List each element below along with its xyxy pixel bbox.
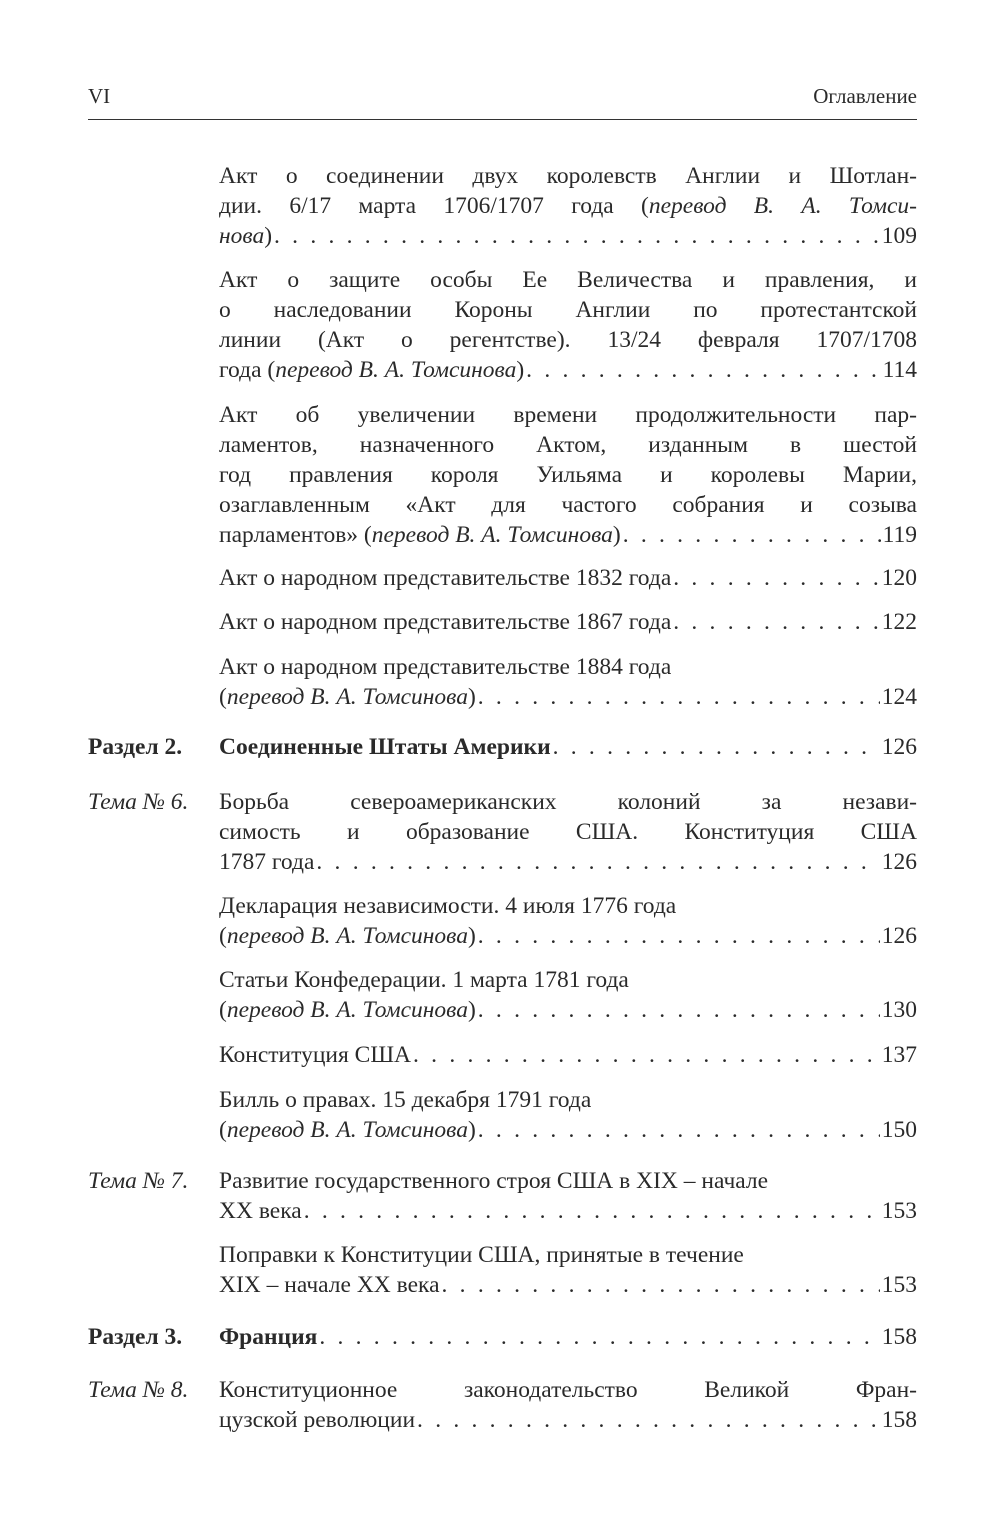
toc-page-number: 120 bbox=[881, 565, 917, 591]
dot-leader bbox=[442, 1270, 880, 1300]
dot-leader bbox=[413, 1040, 880, 1070]
topic-label: Тема № 6. bbox=[88, 789, 189, 815]
page-number: VI bbox=[88, 84, 111, 108]
toc-entry[interactable]: Акт о соединении двух королевств Англии и Шотлан- дии. 6/17 марта 1706/1707 года (перевод В. А. Томси- нова) . . . 109 bbox=[219, 161, 917, 251]
header-rule bbox=[88, 119, 917, 120]
toc-entry[interactable]: Поправки к Конституции США, принятые в течение XIX – начале XX века . . . 153 bbox=[219, 1240, 917, 1300]
toc-entry[interactable]: Билль о правах. 15 декабря 1791 года (перевод В. А. Томсинова) . . . 150 bbox=[219, 1085, 917, 1145]
dot-leader bbox=[304, 1196, 880, 1226]
toc-page-number: 153 bbox=[881, 1272, 917, 1298]
toc-section[interactable]: Франция . . . 158 bbox=[219, 1322, 917, 1352]
toc-page-number: 119 bbox=[882, 522, 917, 548]
toc-page-number: 158 bbox=[881, 1324, 917, 1350]
section-label: Раздел 3. bbox=[88, 1324, 183, 1350]
dot-leader bbox=[478, 921, 880, 951]
dot-leader bbox=[274, 221, 880, 251]
toc-page-number: 109 bbox=[881, 223, 917, 249]
toc-page-number: 126 bbox=[881, 923, 917, 949]
dot-leader bbox=[553, 732, 880, 762]
dot-leader bbox=[417, 1405, 880, 1435]
dot-leader bbox=[526, 355, 880, 385]
dot-leader bbox=[478, 995, 880, 1025]
toc-topic[interactable]: Борьба североамериканских колоний за незави- симость и образование США. Конституция США 1787 года . . . 126 bbox=[219, 787, 917, 877]
toc-page-number: 124 bbox=[881, 684, 917, 710]
toc-section[interactable]: Соединенные Штаты Америки . . . 126 bbox=[219, 732, 917, 762]
dot-leader bbox=[673, 607, 880, 637]
section-label: Раздел 2. bbox=[88, 734, 183, 760]
toc-page-number: 130 bbox=[881, 997, 917, 1023]
dot-leader bbox=[316, 847, 879, 877]
toc-entry[interactable]: Статьи Конфедерации. 1 марта 1781 года (перевод В. А. Томсинова) . . . 130 bbox=[219, 965, 917, 1025]
toc-page-number: 126 bbox=[881, 734, 917, 760]
dot-leader bbox=[478, 1115, 880, 1145]
toc-page-number: 126 bbox=[881, 849, 917, 875]
toc-page-number: 137 bbox=[881, 1042, 917, 1068]
running-title: Оглавление bbox=[813, 84, 917, 108]
dot-leader bbox=[673, 563, 880, 593]
toc-topic[interactable]: Конституционное законодательство Великой Фран- цузской революции . . . 158 bbox=[219, 1375, 917, 1435]
toc-entry[interactable]: Акт о защите особы Ее Величества и правления, и о наследовании Короны Англии по протестантской линии (Акт о регентстве). 13/24 февраля 1707/1708 года (перевод В. А. Томсинова) . . . 114 bbox=[219, 265, 917, 385]
topic-label: Тема № 7. bbox=[88, 1168, 189, 1194]
toc-entry[interactable]: Акт о народном представительстве 1832 года . . . 120 bbox=[219, 563, 917, 593]
toc-page-number: 114 bbox=[882, 357, 917, 383]
toc-entry[interactable]: Акт об увеличении времени продолжительности пар- ламентов, назначенного Актом, изданным в шестой год правления короля Уильяма и королевы Марии, озаглавленным «Акт для частого собрания и созыва парламентов» (перевод В. А. Томсинова) . . . 119 bbox=[219, 400, 917, 550]
toc-entry[interactable]: Декларация независимости. 4 июля 1776 года (перевод В. А. Томсинова) . . . 126 bbox=[219, 891, 917, 951]
toc-page-number: 153 bbox=[881, 1198, 917, 1224]
toc-entry[interactable]: Конституция США . . . 137 bbox=[219, 1040, 917, 1070]
toc-entry[interactable]: Акт о народном представительстве 1884 года (перевод В. А. Томсинова) . . . 124 bbox=[219, 652, 917, 712]
toc-page-number: 122 bbox=[881, 609, 917, 635]
dot-leader bbox=[319, 1322, 879, 1352]
toc-topic[interactable]: Развитие государственного строя США в XIX – начале XX века . . . 153 bbox=[219, 1166, 917, 1226]
dot-leader bbox=[478, 682, 880, 712]
toc-page-number: 158 bbox=[881, 1407, 917, 1433]
topic-label: Тема № 8. bbox=[88, 1377, 189, 1403]
toc-page-number: 150 bbox=[881, 1117, 917, 1143]
toc-entry[interactable]: Акт о народном представительстве 1867 года . . . 122 bbox=[219, 607, 917, 637]
running-header bbox=[88, 84, 917, 120]
dot-leader bbox=[623, 520, 881, 550]
